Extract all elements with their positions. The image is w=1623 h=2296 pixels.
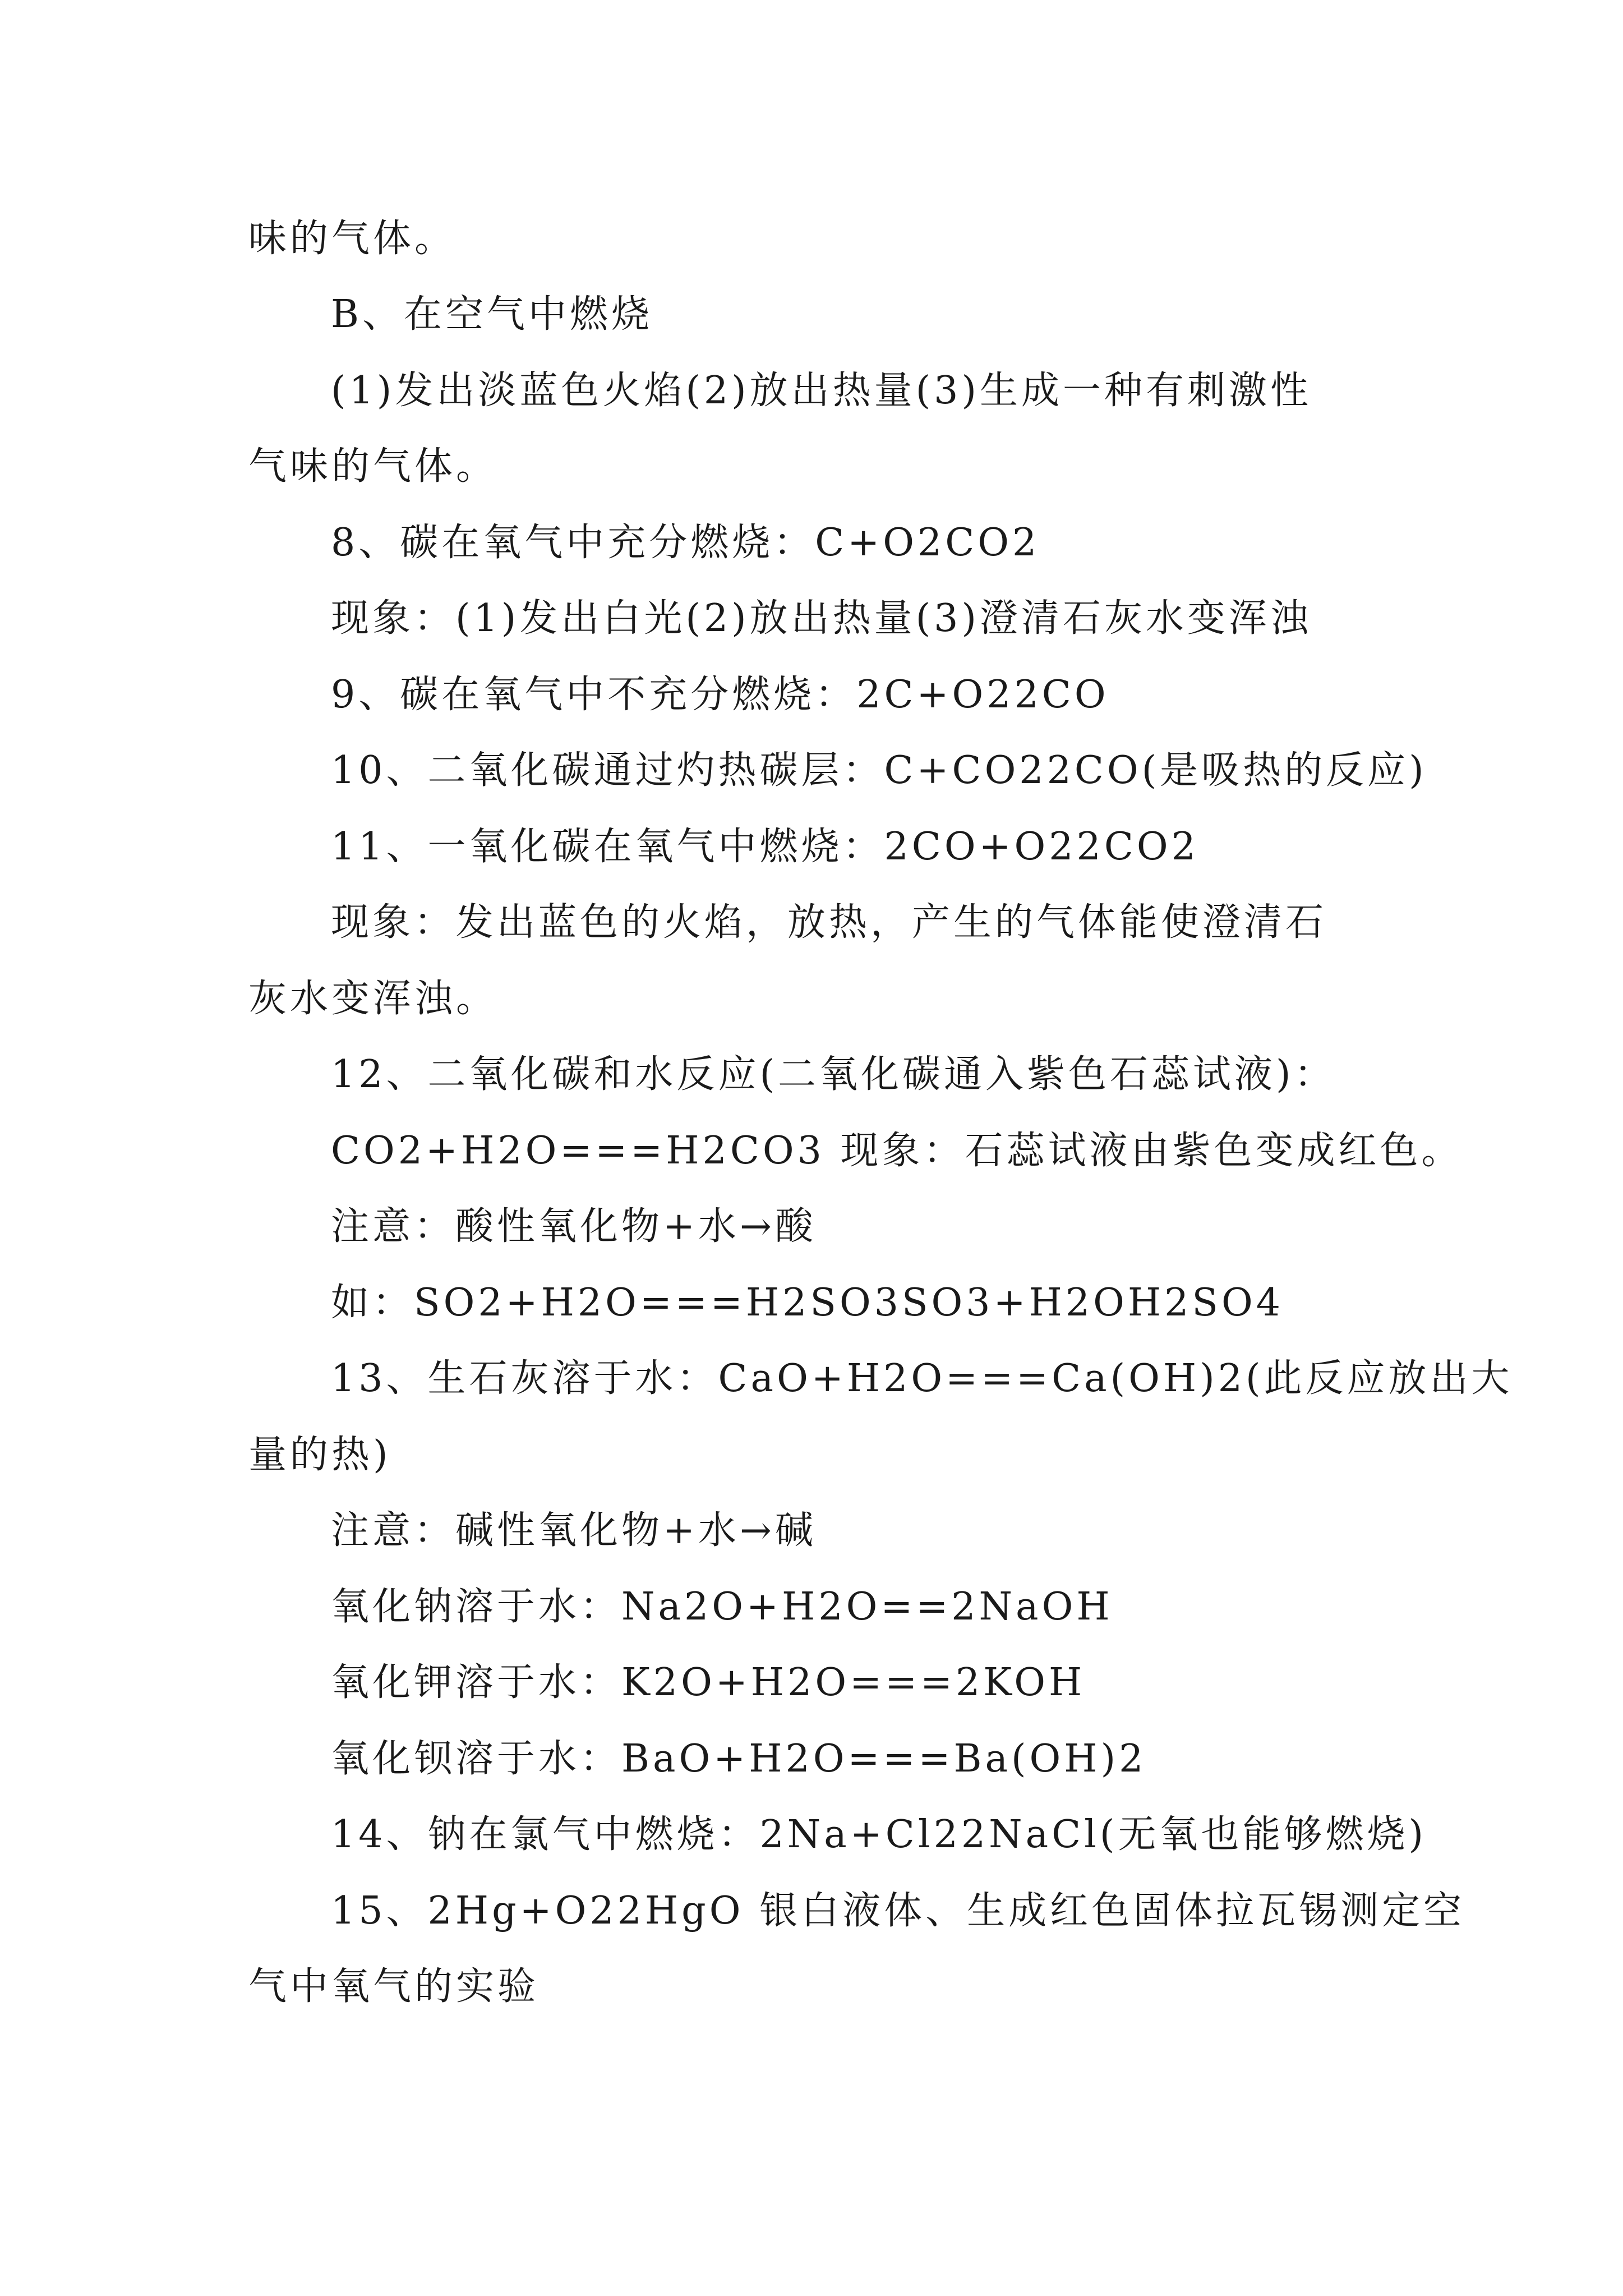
text-line: 现象：(1)发出白光(2)放出热量(3)澄清石灰水变浑浊 — [331, 596, 1312, 641]
text-line: 8、碳在氧气中充分燃烧：C+O2CO2 — [331, 521, 1040, 565]
text-line: 味的气体。 — [248, 217, 457, 261]
text-line: 如：SO2+H2O===H2SO3SO3+H2OH2SO4 — [331, 1281, 1284, 1325]
text-line: 注意：酸性氧化物+水→酸 — [331, 1204, 817, 1249]
text-line: CO2+H2O===H2CO3 现象：石蕊试液由紫色变成红色。 — [331, 1129, 1463, 1173]
text-line: 灰水变浑浊。 — [248, 977, 498, 1021]
text-line: 9、碳在氧气中不充分燃烧：2C+O22CO — [331, 673, 1109, 717]
text-line: 13、生石灰溶于水：CaO+H2O===Ca(OH)2(此反应放出大 — [331, 1356, 1513, 1401]
text-line: 15、2Hg+O22HgO 银白液体、生成红色固体拉瓦锡测定空 — [331, 1889, 1465, 1933]
text-line: 14、钠在氯气中燃烧：2Na+Cl22NaCl(无氧也能够燃烧) — [331, 1812, 1427, 1857]
text-line: 气味的气体。 — [248, 444, 498, 489]
text-line: 量的热) — [248, 1433, 391, 1477]
text-line: 氧化钾溶于水：K2O+H2O===2KOH — [331, 1660, 1086, 1705]
text-line: 注意：碱性氧化物+水→碱 — [331, 1508, 817, 1553]
text-line: 氧化钠溶于水：Na2O+H2O==2NaOH — [331, 1585, 1113, 1629]
text-line: 氧化钡溶于水：BaO+H2O===Ba(OH)2 — [331, 1737, 1147, 1781]
text-line: 10、二氧化碳通过灼热碳层：C+CO22CO(是吸热的反应) — [331, 748, 1427, 793]
text-line: 气中氧气的实验 — [248, 1964, 540, 2009]
text-line: B、在空气中燃烧 — [331, 292, 653, 337]
text-line: 现象：发出蓝色的火焰，放热，产生的气体能使澄清石 — [331, 900, 1327, 945]
text-line: (1)发出淡蓝色火焰(2)放出热量(3)生成一种有刺激性 — [331, 369, 1312, 413]
text-line: 11、一氧化碳在氧气中燃烧：2CO+O22CO2 — [331, 825, 1199, 869]
text-line: 12、二氧化碳和水反应(二氧化碳通入紫色石蕊试液)： — [331, 1052, 1336, 1097]
